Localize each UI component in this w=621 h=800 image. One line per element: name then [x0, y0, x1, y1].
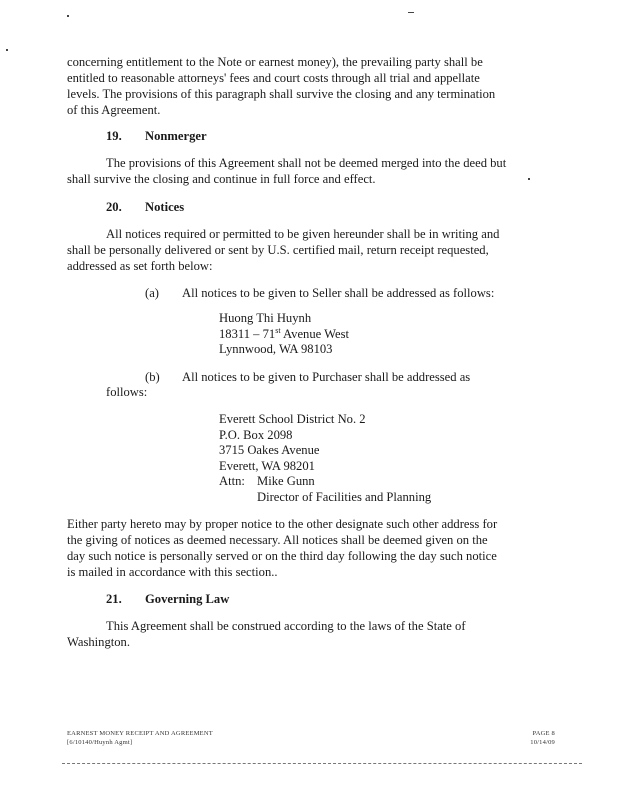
intro-line: entitled to reasonable attorneys' fees and court costs through all trial and appellate — [67, 71, 480, 85]
notice-closing-line: Either party hereto may by proper notice to the other designate such other address for — [67, 517, 498, 531]
seller-street: 18311 – 71st Avenue West — [219, 325, 350, 341]
section-21-heading — [106, 592, 229, 607]
purchaser-address — [219, 412, 431, 506]
footer-right — [510, 729, 555, 747]
scan-speck — [408, 12, 414, 13]
intro-line: concerning entitlement to the Note or earnest money), the prevailing party shall be — [67, 55, 483, 69]
scan-speck — [6, 49, 8, 51]
seller-city: Lynnwood, WA 98103 — [219, 342, 333, 357]
purchaser-address-line: Everett, WA 98201 — [219, 458, 315, 473]
seller-address — [219, 311, 349, 358]
section-20-line: addressed as set forth below: — [67, 259, 213, 273]
scan-speck — [67, 15, 69, 17]
section-title: Notices — [145, 200, 185, 214]
footer-date: 10/14/09 — [530, 739, 555, 746]
notice-closing-line: the giving of notices as deemed necessary. All notices shall be deemed given on the — [67, 533, 488, 547]
item-a-text: All notices to be given to Seller shall be addressed as follows: — [182, 286, 495, 300]
intro-line: of this Agreement. — [67, 103, 161, 117]
seller-name: Huong Thi Huynh — [219, 311, 312, 325]
section-19-line: shall survive the closing and continue in full force and effect. — [67, 172, 376, 186]
section-title: Governing Law — [145, 592, 230, 606]
footer-page-number: PAGE 8 — [532, 730, 555, 737]
section-number: 19. — [106, 129, 122, 143]
section-19-line: The provisions of this Agreement shall not be deemed merged into the deed but — [106, 156, 507, 170]
intro-line: levels. The provisions of this paragraph shall survive the closing and any termination — [67, 87, 496, 101]
notice-closing-line: is mailed in accordance with this section.. — [67, 565, 278, 579]
section-20-heading — [106, 200, 184, 215]
section-21-line: Washington. — [67, 635, 130, 649]
section-19-heading — [106, 129, 207, 144]
footer-left — [67, 729, 213, 747]
scan-speck — [528, 178, 530, 180]
section-title: Nonmerger — [145, 129, 207, 143]
footer-doc-title: EARNEST MONEY RECEIPT AND AGREEMENT — [67, 730, 213, 737]
purchaser-address-line: P.O. Box 2098 — [219, 427, 293, 442]
item-b-label: (b) — [145, 370, 160, 384]
section-number: 21. — [106, 592, 122, 606]
section-20-line: shall be personally delivered or sent by U.S. certified mail, return receipt requested, — [67, 243, 489, 257]
notice-closing-line: day such notice is personally served or on the third day following the day such notice — [67, 549, 497, 563]
section-number: 20. — [106, 200, 122, 214]
section-21-line: This Agreement shall be construed according to the laws of the State of — [106, 619, 466, 633]
footer-doc-ref: [6/10140/Huynh Agmt] — [67, 739, 133, 746]
scan-edge-line — [62, 763, 582, 764]
purchaser-address-line: Everett School District No. 2 — [219, 412, 366, 426]
purchaser-address-line: 3715 Oakes Avenue — [219, 443, 320, 458]
purchaser-attn-title: Director of Facilities and Planning — [257, 489, 432, 504]
purchaser-attn: Attn: Mike Gunn — [219, 474, 315, 489]
item-a-label: (a) — [145, 286, 159, 300]
section-20-line: All notices required or permitted to be given hereunder shall be in writing and — [106, 227, 500, 241]
item-b-text: follows: — [106, 385, 148, 399]
item-b-text: All notices to be given to Purchaser shall be addressed as — [182, 370, 471, 384]
